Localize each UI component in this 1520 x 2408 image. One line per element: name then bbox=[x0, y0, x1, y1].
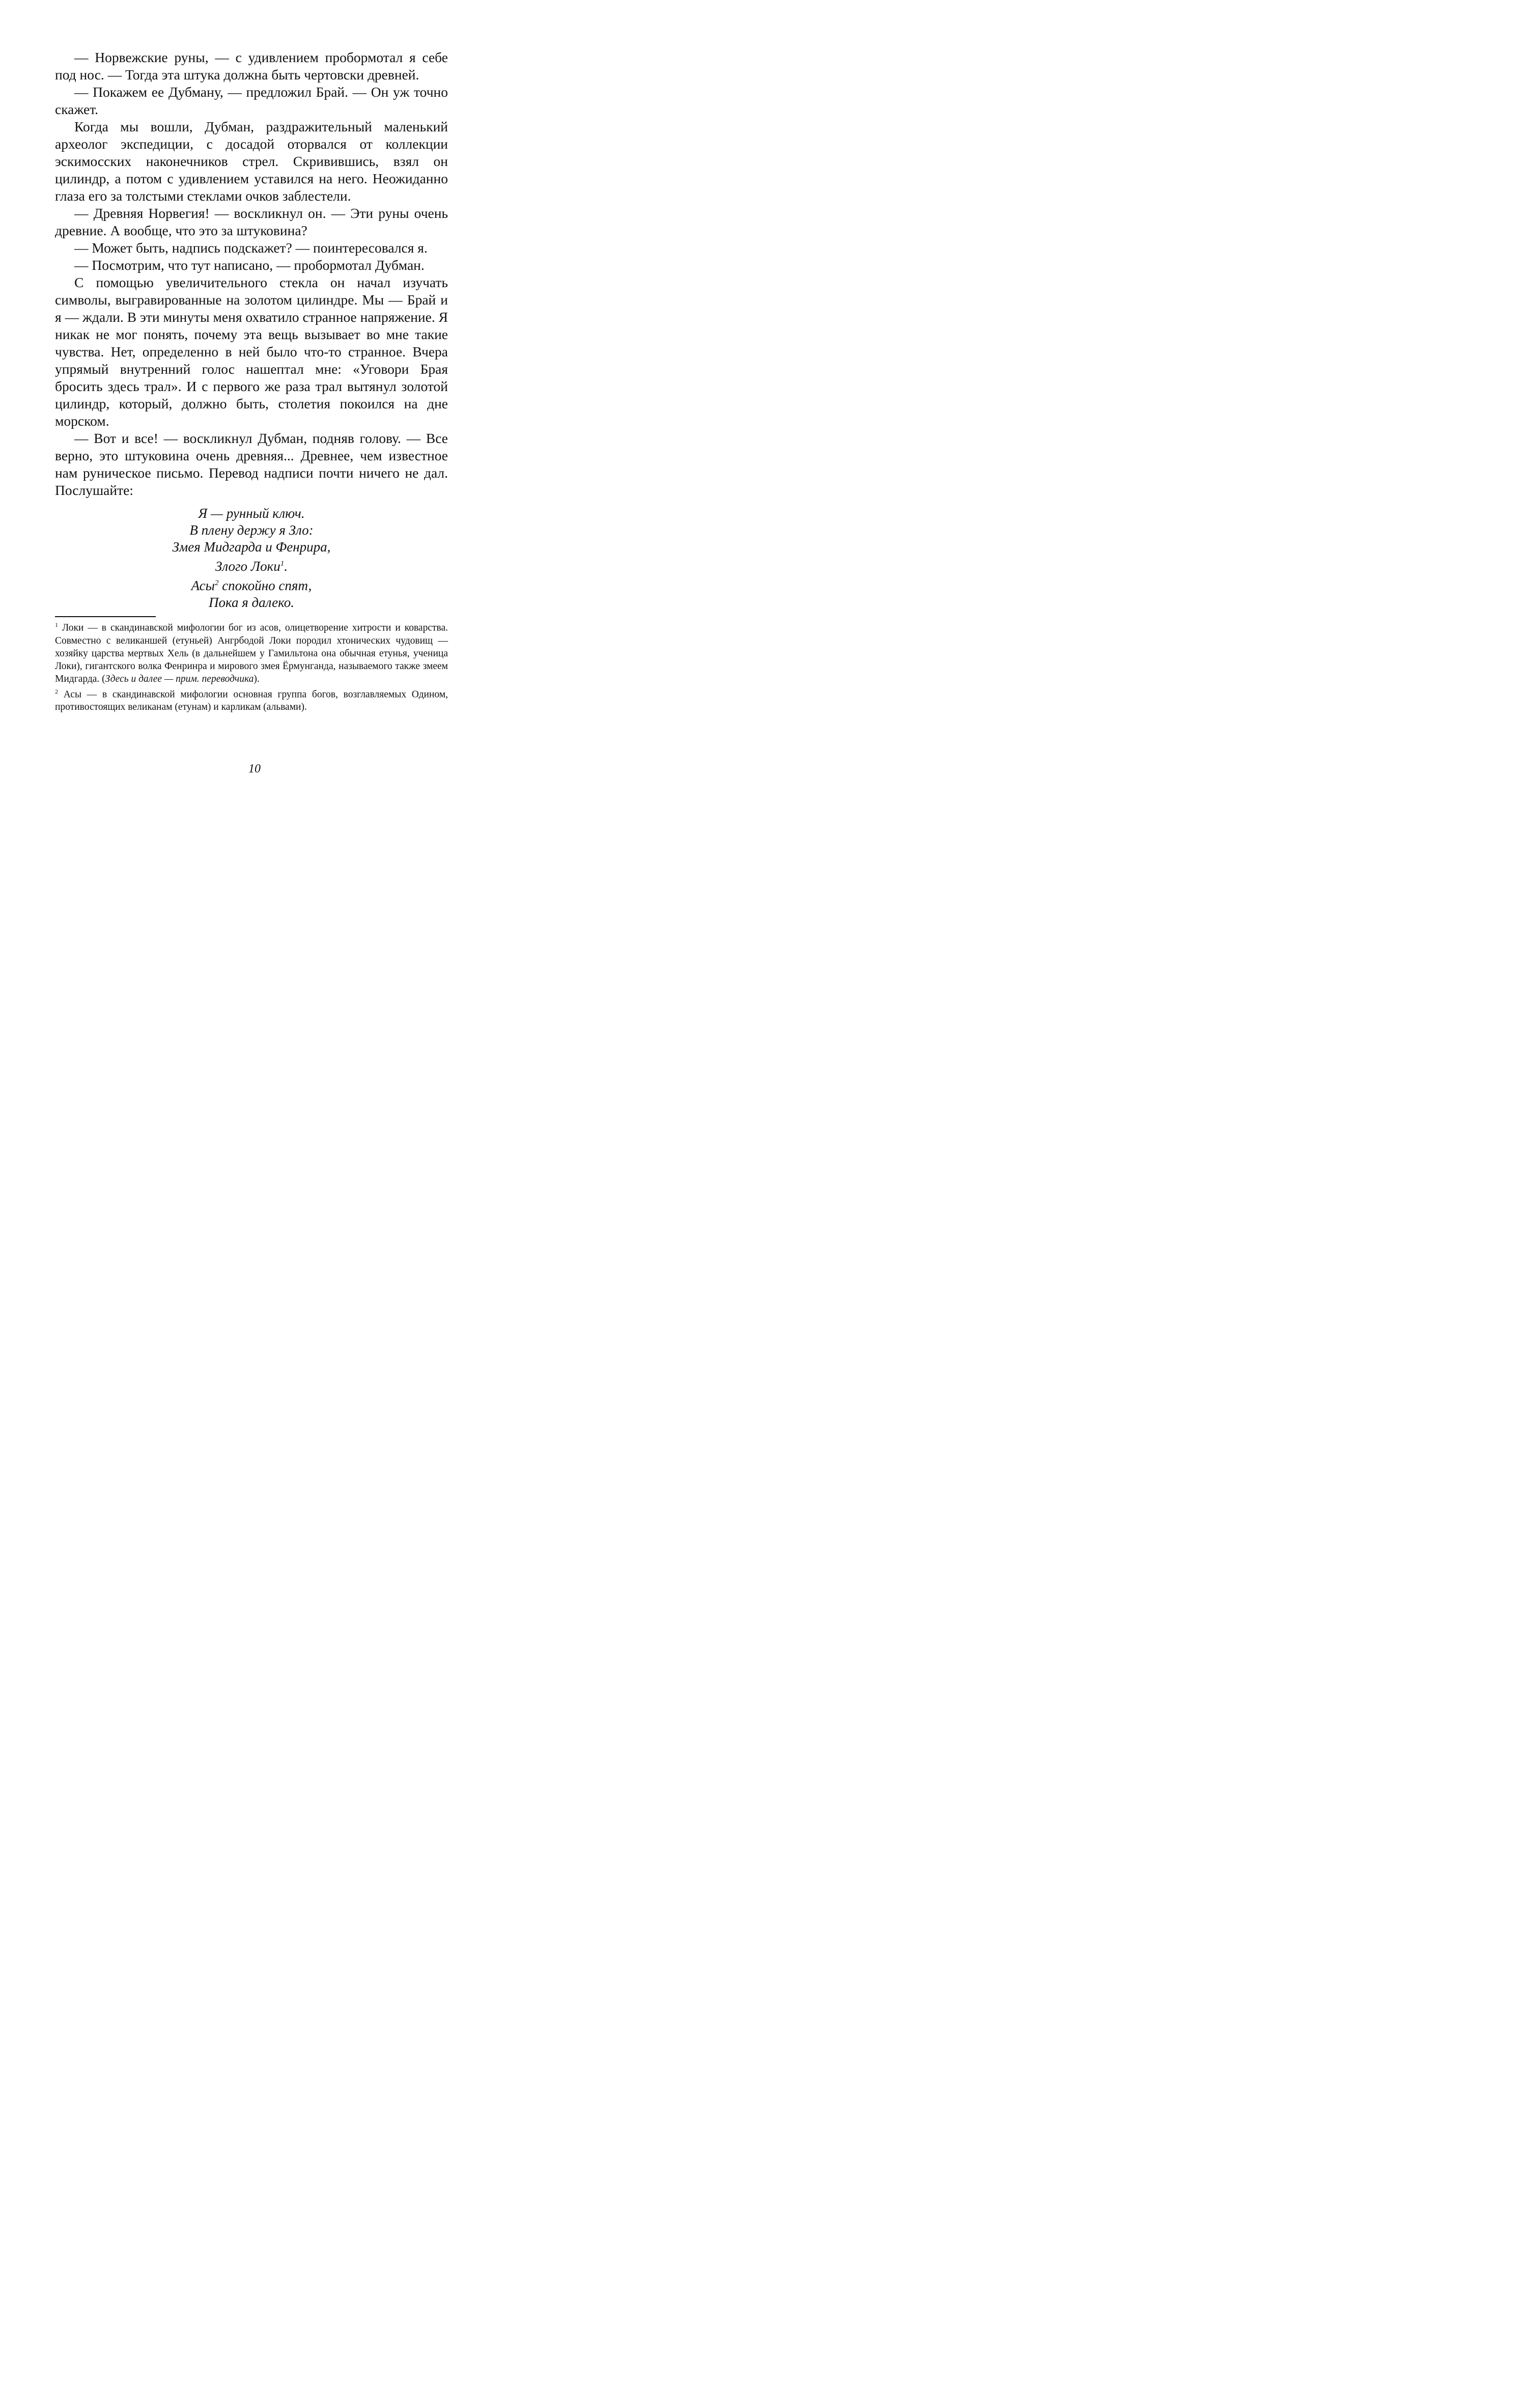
footnotes bbox=[55, 619, 448, 713]
verse-text: . bbox=[284, 559, 288, 574]
page-number: 10 bbox=[248, 762, 261, 776]
verse-line: Змея Мидгарда и Фенрира, bbox=[172, 539, 331, 555]
verse-block bbox=[55, 505, 448, 611]
footnote-italic: Здесь и далее — прим. переводчика bbox=[105, 673, 254, 684]
body-text bbox=[55, 49, 448, 499]
verse-text: Асы bbox=[191, 578, 215, 593]
verse-line: Пока я далеко. bbox=[209, 595, 294, 610]
footnote-ref: 2 bbox=[214, 579, 219, 587]
verse-text: Злого Локи bbox=[215, 559, 280, 574]
verse-text: спокойно спят, bbox=[218, 578, 312, 593]
footnote-mark: 2 bbox=[55, 687, 58, 695]
footnote-text: ). bbox=[254, 673, 260, 684]
paragraph: — Может быть, надпись подскажет? — поинтересовался я. bbox=[74, 240, 428, 256]
footnote-separator bbox=[55, 616, 156, 617]
footnote-2 bbox=[55, 685, 448, 714]
paragraph: — Посмотрим, что тут написано, — пробормотал Дубман. bbox=[74, 257, 425, 273]
verse-line: Я — рунный ключ. bbox=[198, 506, 305, 521]
paragraph: — Норвежские руны, — с удивлением пробормотал я себе под нос. — Тогда эта штука должна быть чертовски древней. bbox=[55, 49, 448, 82]
footnote-mark: 1 bbox=[55, 621, 58, 628]
paragraph: — Древняя Норвегия! — воскликнул он. — Эти руны очень древние. А вообще, что это за штуковина? bbox=[55, 205, 448, 238]
book-page bbox=[0, 0, 509, 805]
verse-line bbox=[55, 556, 448, 575]
paragraph: — Покажем ее Дубману, — предложил Брай. — Он уж точно скажет. bbox=[55, 84, 448, 117]
footnote-text: Асы — в скандинавской мифологии основная группа богов, возглавляемых Одином, противостоящих великанам (етунам) и карликам (альвами). bbox=[55, 689, 448, 712]
paragraph: С помощью увеличительного стекла он начал изучать символы, выгравированные на золотом цилиндре. Мы — Брай и я — ждали. В эти минуты меня охватило странное напряжение. Я никак не мог понять, почему эта вещь вызывает во мне такие чувства. Нет, определенно в ней было что-то странное. Вчера упрямый внутренний голос нашептал мне: «Уговори Брая бросить здесь трал». И с первого же раза трал вытянул золотой цилиндр, который, должно быть, столетия покоился на дне морском. bbox=[55, 274, 448, 429]
footnote-text: Локи — в скандинавской мифологии бог из асов, олицетворение хитрости и коварства. Совместно с великаншей (етуньей) Ангрбодой Локи породил хтонических чудовищ — хозяйку царства мертвых Хель (в дальнейшем у Гамильтона она обычная етунья, ученица Локи), гигантского волка Фенринра и мирового змея Ёрмунганда, называемого также змеем Мидгарда. ( bbox=[55, 622, 448, 684]
footnote-ref: 1 bbox=[280, 560, 285, 568]
paragraph: Когда мы вошли, Дубман, раздражительный маленький археолог экспедиции, с досадой оторвался от коллекции эскимосских наконечников стрел. Скривившись, взял он цилиндр, а потом с удивлением уставился на него. Неожиданно глаза его за толстыми стеклами очков заблестели. bbox=[55, 119, 448, 204]
verse-line: В плену держу я Зло: bbox=[189, 522, 314, 538]
verse-line bbox=[55, 575, 448, 594]
paragraph: — Вот и все! — воскликнул Дубман, подняв голову. — Все верно, это штуковина очень древняя... Древнее, чем известное нам руническое письмо. Перевод надписи почти ничего не дал. Послушайте: bbox=[55, 430, 448, 498]
footnote-1 bbox=[55, 619, 448, 685]
